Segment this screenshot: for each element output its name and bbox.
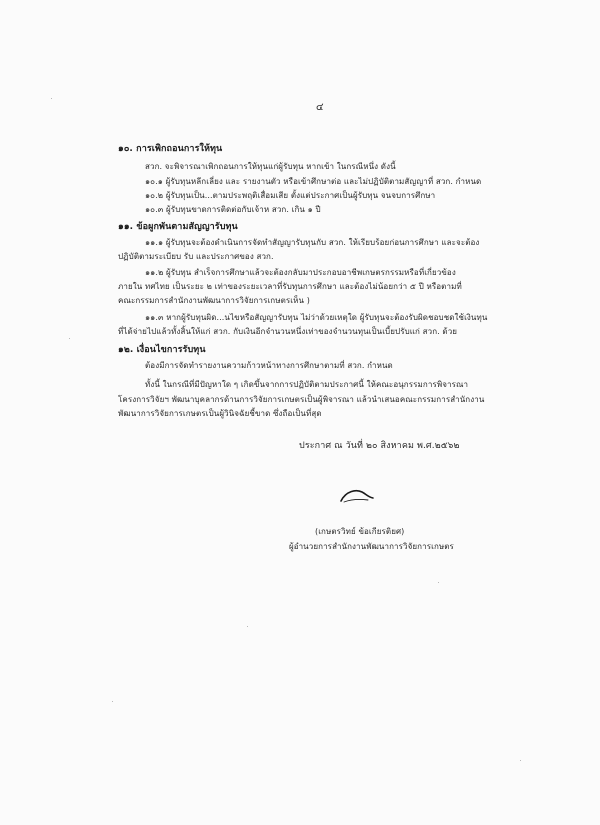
section-10-intro: สวก. จะพิจารณาเพิกถอนการให้ทุนแก่ผู้รับทุน หากเข้า ในกรณีหนึ่ง ดังนี้: [145, 162, 396, 171]
section-10-item-2: ๑๐.๒ ผู้รับทุนเป็น...ตามประพฤติเสื่อมเสีย ตั้งแต่ประกาศเป็นผู้รับทุน จนจบการศึกษา: [145, 191, 436, 200]
scan-speck: [51, 98, 52, 99]
section-11-item-2-line-1: ๑๑.๒ ผู้รับทุน สำเร็จการศึกษาแล้วจะต้องกลับมาประกอบอาชีพเกษตรกรรมหรือที่เกี่ยวข้อง: [145, 268, 456, 277]
signer-title: ผู้อำนวยการสำนักงานพัฒนาการวิจัยการเกษตร: [289, 542, 454, 551]
scan-speck: [520, 760, 521, 761]
section-11-item-2-line-2: ภายใน ทศไทย เป็นระยะ ๒ เท่าของระยะเวลาที่รับทุนการศึกษา และต้องไม่น้อยกว่า ๕ ปี หรือตามที่: [118, 282, 462, 291]
signature-mark: [338, 483, 376, 507]
section-11-item-3-line-1: ๑๑.๓ หากผู้รับทุนผิด...นไขหรือสัญญารับทุน ไม่ว่าด้วยเหตุใด ผู้รับทุนจะต้องรับผิดชอบชดใช้เงินทุน: [145, 313, 488, 322]
signer-name: (เกษตรวิทย์ ข้อเกียรติยศ): [315, 527, 405, 536]
section-10-heading: ๑๐. การเพิกถอนการให้ทุน: [118, 144, 223, 154]
section-12-heading: ๑๒. เงื่อนไขการรับทุน: [118, 345, 206, 355]
scan-speck: [247, 626, 248, 627]
section-11-heading: ๑๑. ข้อผูกพันตามสัญญารับทุน: [118, 222, 238, 232]
scan-speck: [438, 582, 439, 583]
section-11-item-3-line-2: ที่ได้จ่ายไปแล้วทั้งสิ้นให้แก่ สวก. กับเงินอีกจำนวนหนึ่งเท่าของจำนวนทุนเป็นเบี้ยปรับแก่ สวก. ด้วย: [118, 327, 458, 336]
scan-speck: [69, 338, 70, 339]
section-11-item-1-line-1: ๑๑.๑ ผู้รับทุนจะต้องดำเนินการจัดทำสัญญารับทุนกับ สวก. ให้เรียบร้อยก่อนการศึกษา และจะต้อง: [145, 238, 480, 247]
page-number: ๔: [316, 102, 324, 113]
section-10-item-3: ๑๐.๓ ผู้รับทุนขาดการติดต่อกับเจ้าห สวก. เกิน ๑ ปี: [145, 205, 321, 214]
closing-line-3: พัฒนาการวิจัยการเกษตรเป็นผู้วินิจฉัยชี้ขาด ซึ่งถือเป็นที่สุด: [118, 409, 322, 418]
closing-line-2: โครงการวิจัยฯ พัฒนาบุคลากรด้านการวิจัยการเกษตรเป็นผู้พิจารณา แล้วนำเสนอคณะกรรมการสำนักงาน: [118, 395, 485, 404]
section-12-text: ต้องมีการจัดทำรายงานความก้าวหน้าทางการศึกษาตามที่ สวก. กำหนด: [145, 361, 393, 370]
closing-line-1: ทั้งนี้ ในกรณีที่มีปัญหาใด ๆ เกิดขึ้นจากการปฏิบัติตามประกาศนี้ ให้คณะอนุกรรมการพิจารณา: [145, 380, 469, 389]
scan-speck: [112, 701, 113, 702]
section-10-item-1: ๑๐.๑ ผู้รับทุนหลีกเลี่ยง และ รายงานตัว หรือเข้าศึกษาต่อ และไม่ปฏิบัติตามสัญญาที่ สวก. กำหนด: [145, 177, 482, 186]
announce-date: ประกาศ ณ วันที่ ๒๐ สิงหาคม พ.ศ.๒๕๖๒: [299, 441, 460, 451]
section-11-item-1-line-2: ปฏิบัติตามระเบียบ รับ และประกาศของ สวก.: [118, 252, 274, 261]
section-11-item-2-line-3: คณะกรรมการสำนักงานพัฒนาการวิจัยการเกษตรเห็น ): [118, 296, 310, 305]
